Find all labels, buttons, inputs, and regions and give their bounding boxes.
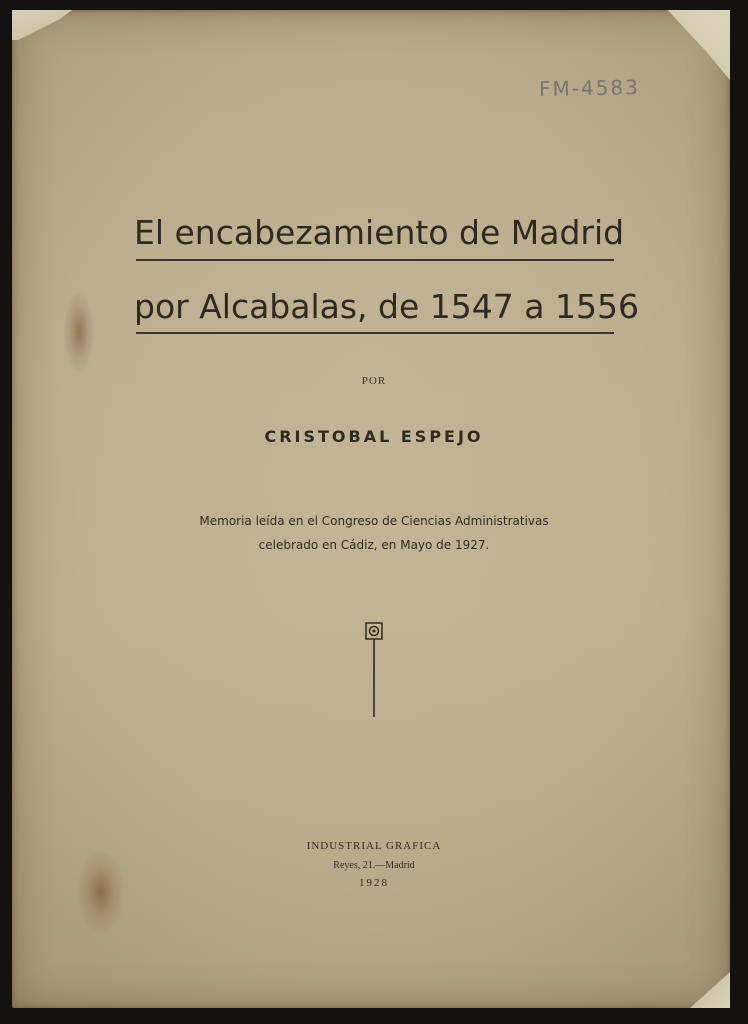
title-line-1: El encabezamiento de Madrid: [134, 213, 625, 252]
memoria-line-1: Memoria leída en el Congreso de Ciencias Administrativas: [199, 514, 549, 528]
printer-name: INDUSTRIAL GRAFICA: [306, 840, 442, 852]
title-underline-2: [136, 332, 614, 334]
pamphlet-cover: [12, 10, 730, 1008]
worn-corner-top-left: [12, 10, 72, 40]
memoria-line-2: celebrado en Cádiz, en Mayo de 1927.: [258, 538, 490, 552]
printer-address: Reyes, 21.—Madrid: [333, 860, 415, 871]
catalog-code: FM-4583: [538, 75, 641, 101]
worn-corner-top-right: [652, 10, 730, 80]
ornament-icon: [363, 620, 385, 720]
publication-year: 1928: [359, 877, 389, 889]
title-line-2: por Alcabalas, de 1547 a 1556: [134, 287, 639, 326]
worn-corner-bottom-right: [690, 972, 730, 1008]
byline-label: POR: [361, 375, 387, 387]
author-name: CRISTOBAL ESPEJO: [264, 427, 484, 446]
stain-mark-upper: [64, 292, 94, 372]
title-underline-1: [136, 259, 614, 261]
